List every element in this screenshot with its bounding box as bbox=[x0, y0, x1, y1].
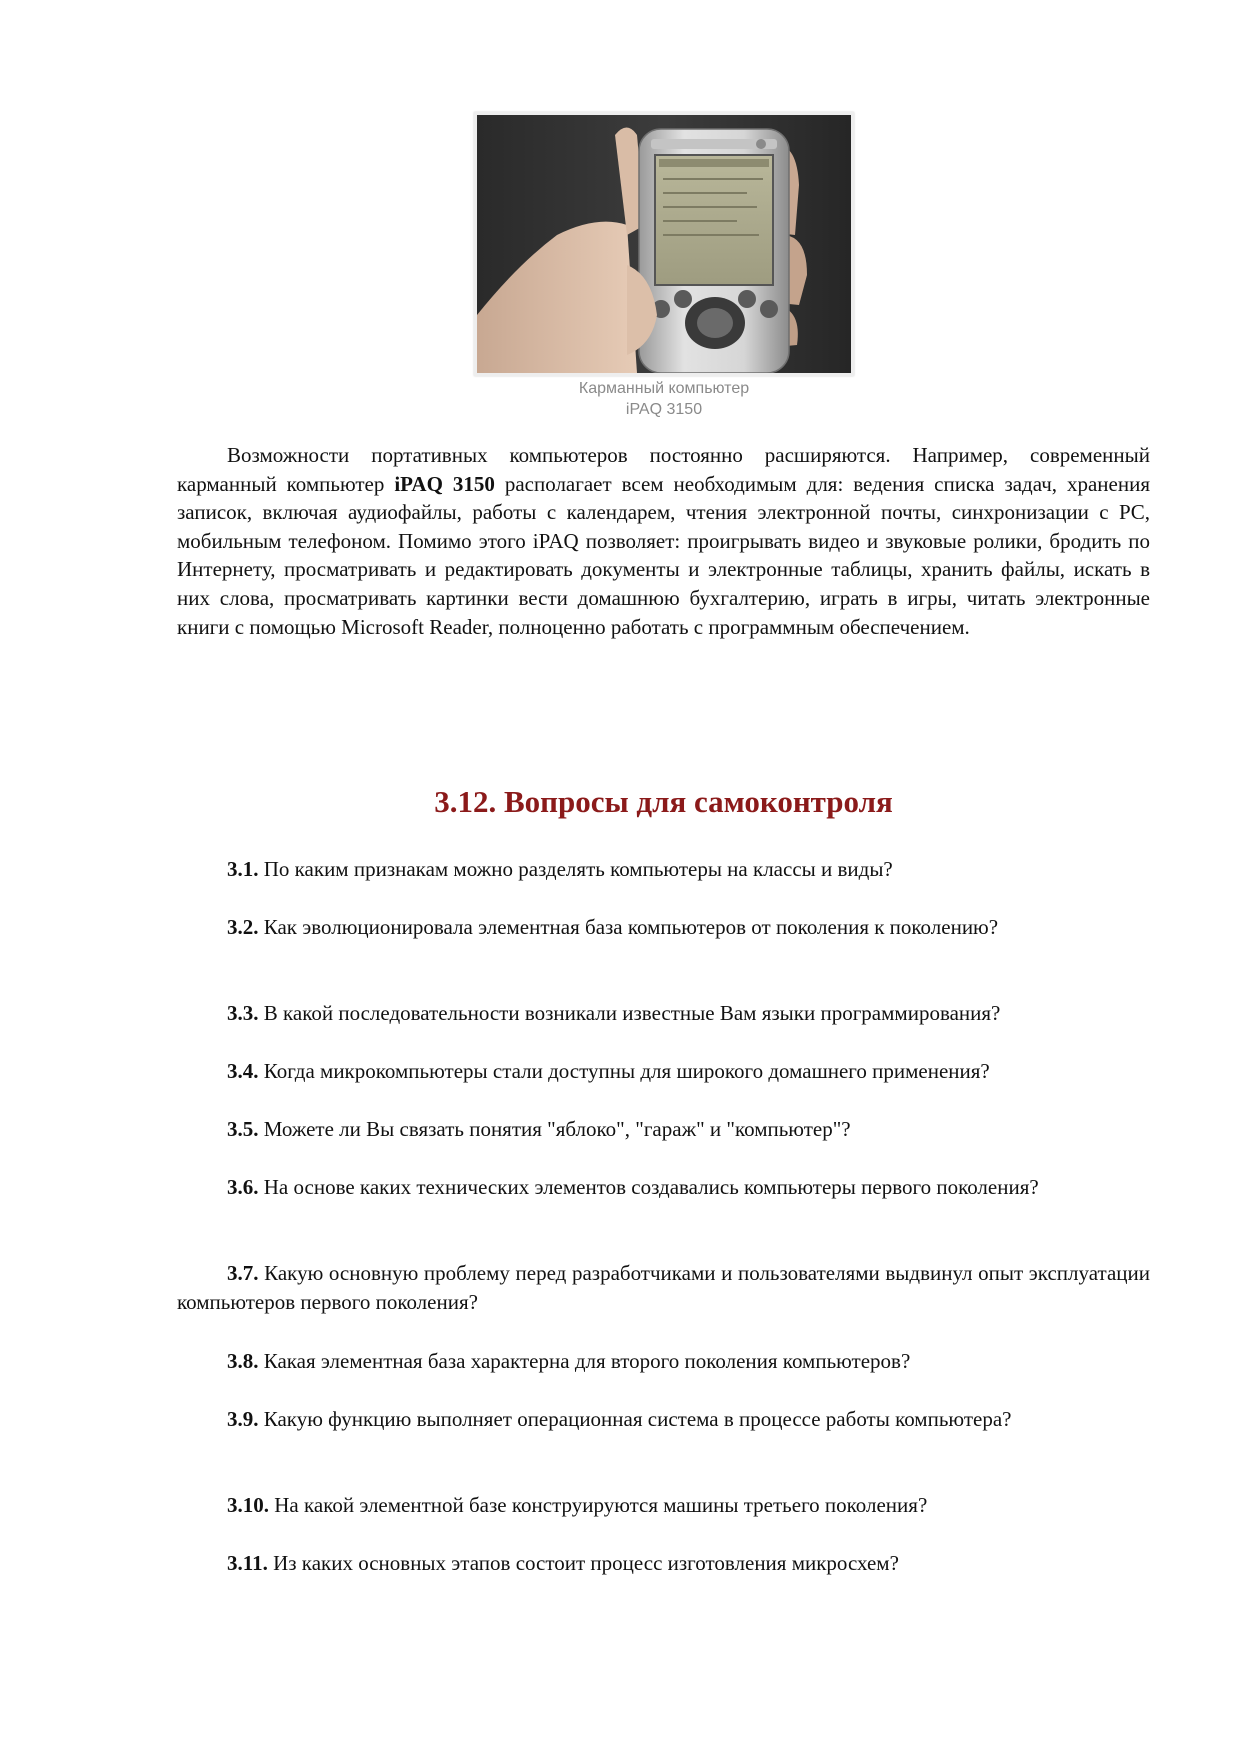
caption-line-2: iPAQ 3150 bbox=[625, 401, 703, 418]
question-text: По каким признакам можно разделять компьютеры на классы и виды? bbox=[258, 857, 893, 881]
question-item bbox=[177, 1259, 1150, 1317]
question-number: 3.3. bbox=[227, 1001, 259, 1025]
paragraph-text-1: Возможности портативных компьютеров постоянно расширяются. Например, современный карманный компьютер bbox=[177, 443, 1150, 496]
question-text: Какая элементная база характерна для второго поколения компьютеров? bbox=[258, 1349, 911, 1373]
question-item bbox=[177, 1057, 1150, 1086]
question-item bbox=[177, 1549, 1150, 1578]
question-text: На основе каких технических элементов создавались компьютеры первого поколения? bbox=[258, 1175, 1039, 1199]
question-item bbox=[177, 999, 1150, 1028]
question-text: Из каких основных этапов состоит процесс изготовления микросхем? bbox=[267, 1551, 899, 1575]
question-number: 3.8. bbox=[227, 1349, 259, 1373]
question-text: Какую функцию выполняет операционная система в процессе работы компьютера? bbox=[258, 1407, 1012, 1431]
question-item bbox=[177, 1173, 1150, 1202]
question-text: Когда микрокомпьютеры стали доступны для широкого домашнего применения? bbox=[258, 1059, 990, 1083]
question-number: 3.7. bbox=[227, 1261, 259, 1285]
question-number: 3.10. bbox=[227, 1493, 269, 1517]
question-number: 3.11. bbox=[227, 1551, 268, 1575]
figure bbox=[474, 112, 854, 420]
caption-line-1: Карманный компьютер bbox=[578, 380, 750, 397]
question-number: 3.1. bbox=[227, 857, 259, 881]
paragraph-text-2: располагает всем необходимым для: ведения списка задач, хранения записок, включая аудиофайлы, работы с календарем, чтения электронной почты, синхронизации с PC, мобильным телефоном. Помимо этого iPAQ позволяет: проигрывать видео и звуковые ролики, бродить по Интернету, просматривать и редактировать документы и электронные таблицы, хранить файлы, искать в них слова, просматривать картинки вести домашнюю бухгалтерию, играть в игры, читать электронные книги с помощью Microsoft Reader, полноценно работать с программным обеспечением. bbox=[177, 471, 1151, 639]
question-text: Какую основную проблему перед разработчиками и пользователями выдвинул опыт эксплуатации компьютеров первого поколения? bbox=[177, 1261, 1150, 1314]
question-item bbox=[177, 913, 1150, 942]
question-number: 3.2. bbox=[227, 915, 259, 939]
pda-photo bbox=[474, 112, 854, 376]
question-item bbox=[177, 1115, 1150, 1144]
question-text: На какой элементной базе конструируются машины третьего поколения? bbox=[269, 1493, 928, 1517]
question-text: В какой последовательности возникали известные Вам языки программирования? bbox=[258, 1001, 1001, 1025]
question-item bbox=[177, 1491, 1150, 1520]
question-item bbox=[177, 1405, 1150, 1434]
question-item bbox=[177, 1347, 1150, 1376]
question-text: Как эволюционировала элементная база компьютеров от поколения к поколению? bbox=[258, 915, 999, 939]
figure-caption bbox=[474, 378, 854, 420]
question-text: Можете ли Вы связать понятия "яблоко", "гараж" и "компьютер"? bbox=[258, 1117, 851, 1141]
paragraph-bold-model: iPAQ 3150 bbox=[394, 471, 495, 496]
question-number: 3.4. bbox=[227, 1059, 259, 1083]
body-paragraph bbox=[177, 441, 1150, 641]
question-number: 3.6. bbox=[227, 1175, 259, 1199]
question-number: 3.5. bbox=[227, 1117, 259, 1141]
question-item bbox=[177, 855, 1150, 884]
section-title: 3.12. Вопросы для самоконтроля bbox=[434, 784, 893, 819]
question-number: 3.9. bbox=[227, 1407, 259, 1431]
